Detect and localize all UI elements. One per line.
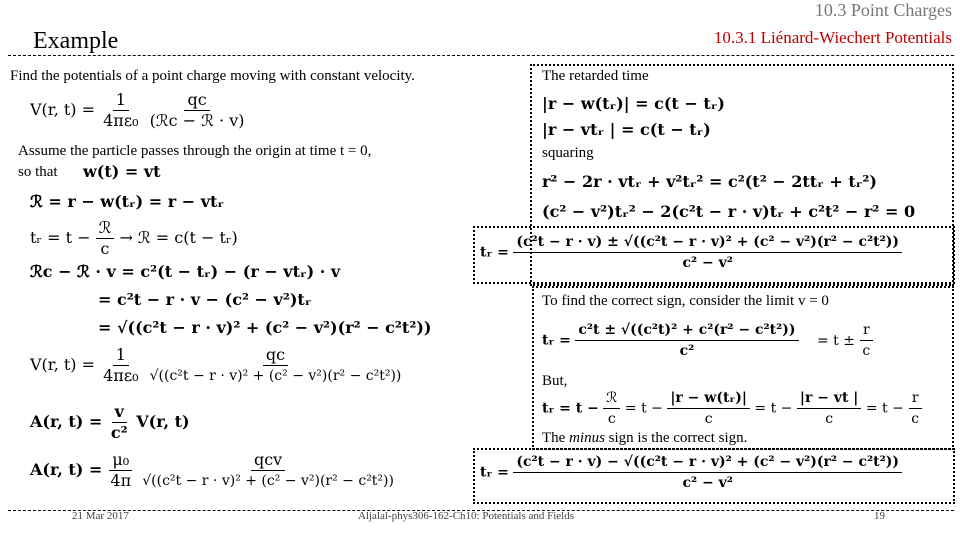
eq-w: w(t) = vt bbox=[83, 162, 161, 181]
sign-check-label: To find the correct sign, consider the limit v = 0 bbox=[542, 293, 829, 309]
eq-v-final: V(r, t) = $\frac{1}{\text{4πε₀}}$ $\frac{qc}{\text{√((c²t − r · v)² + (c² − v²)(r² − c²t²))}}$ bbox=[30, 345, 402, 385]
slide-title: Example bbox=[33, 28, 119, 54]
but-label: But, bbox=[542, 373, 568, 389]
eq-but: tᵣ = t − $\frac{\text{ℛ}}{c}$ = t − $\frac{\text{|r − w(tᵣ)|}}{c}$ = t − $\frac{|r - vt |}{c}$ = t − $\frac{r}{c}$ bbox=[542, 388, 922, 429]
eq-step-2: = c²t − r · v − (c² − v²)tᵣ bbox=[98, 290, 312, 309]
retarded-time-label: The retarded time bbox=[542, 68, 649, 84]
header-divider bbox=[8, 55, 954, 56]
eq-quadratic: (c² − v²)tᵣ² − 2(c²t − r · v)tᵣ + c²t² − r² = 0 bbox=[542, 202, 916, 221]
eq-step-3: = √((c²t − r · v)² + (c² − v²)(r² − c²t²)) bbox=[98, 318, 432, 337]
eq-a-1: A(r, t) = $\frac{v}{\text{c²}}$ V(r, t) bbox=[30, 402, 190, 442]
eq-retarded-1: |r − w(tᵣ)| = c(t − tᵣ) bbox=[542, 94, 725, 113]
squaring-label: squaring bbox=[542, 145, 594, 161]
eq-script-r: ℛ = r − w(tᵣ) = r − vtᵣ bbox=[30, 192, 225, 211]
assumption-line-2: so that bbox=[18, 164, 58, 180]
section-title: 10.3 Point Charges bbox=[814, 0, 952, 20]
eq-a-2: A(r, t) = $\frac{\text{μ₀}}{4\pi}$ $\frac{\text{qcv}}{\text{√((c²t − r · v)² + (c² − v²)(r² − c²t²))}}$ bbox=[30, 450, 394, 490]
eq-tr: tᵣ = t − $\frac{\text{ℛ}}{c}$ → ℛ = c(t − tᵣ) bbox=[30, 218, 238, 258]
page-number: 19 bbox=[874, 510, 885, 522]
footer-course: Aljalal-phys306-162-Ch10: Potentials and Fields bbox=[358, 510, 575, 522]
eq-retarded-2: |r − vtᵣ | = c(t − tᵣ) bbox=[542, 120, 711, 139]
assumption-line-1: Assume the particle passes through the origin at time t = 0, bbox=[18, 143, 372, 159]
minus-word: minus bbox=[569, 430, 605, 446]
eq-v-general: V(r, t) = $\frac{1}{\text{4πε₀}}$ $\frac{qc}{\text{(ℛc − ℛ · v)}}$ bbox=[30, 90, 245, 130]
subsection-title: 10.3.1 Liénard-Wiechert Potentials bbox=[713, 28, 952, 47]
eq-rc: ℛc − ℛ · v = c²(t − tᵣ) − (r − vtᵣ) · v bbox=[30, 262, 341, 281]
minus-sign-note: The minus sign is the correct sign. bbox=[542, 430, 748, 446]
eq-squared: r² − 2r · vtᵣ + v²tᵣ² = c²(t² − 2ttᵣ + tᵣ²) bbox=[542, 172, 877, 191]
eq-tr-solution: tᵣ = $\frac{\text{(c²t − r · v) ± √((c²t − r · v)² + (c² − v²)(r² − c²t²))}}{\text{c² − v²}}$ bbox=[480, 232, 902, 273]
footer-date: 21 Mar 2017 bbox=[72, 510, 129, 522]
eq-tr-final: tᵣ = $\frac{\text{(c²t − r · v) − √((c²t − r · v)² + (c² − v²)(r² − c²t²))}}{\text{c² − v²}}$ bbox=[480, 452, 902, 493]
eq-limit: tᵣ = $\frac{\text{c²t ± √((c²t)² + c²(r² − c²t²))}}{\text{c²}}$ = t ± $\frac{r}{c}$ bbox=[542, 320, 873, 361]
problem-statement: Find the potentials of a point charge moving with constant velocity. bbox=[10, 68, 415, 84]
